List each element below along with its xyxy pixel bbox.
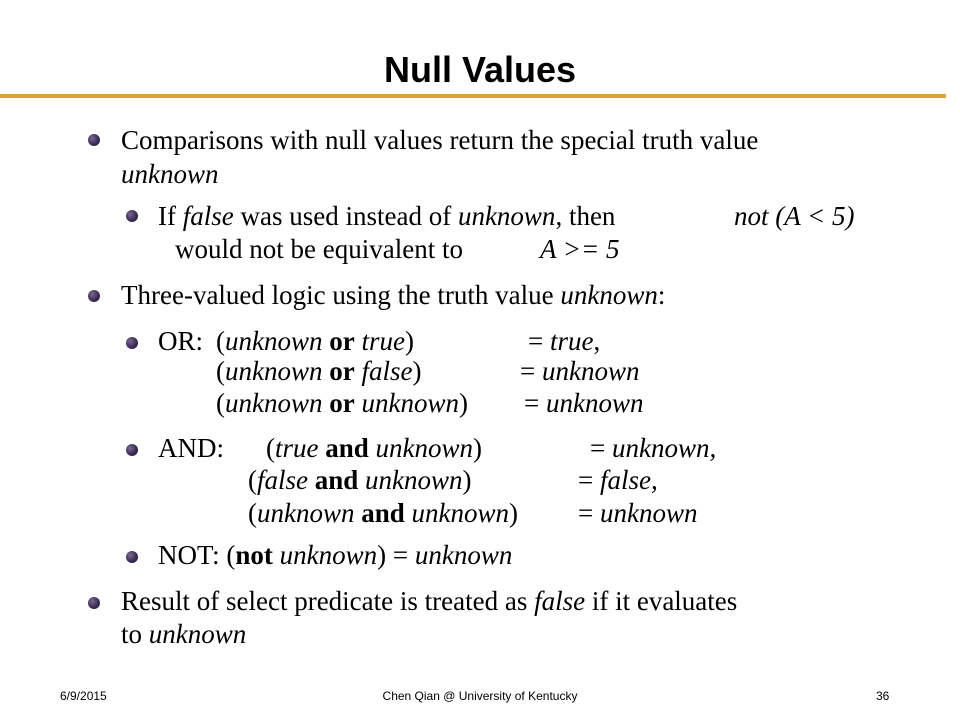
operand: true: [275, 433, 319, 463]
operator: or: [329, 326, 355, 356]
text: to: [121, 619, 149, 649]
unknown-term: unknown: [560, 280, 658, 310]
sub1-expr1: [734, 200, 854, 232]
paren: ): [462, 465, 472, 495]
result: unknown: [541, 356, 640, 386]
paren: ): [458, 388, 468, 418]
sub1-line2: would not be equivalent to: [175, 234, 463, 264]
or-row3-expr: [216, 387, 468, 419]
equals: =: [528, 326, 550, 356]
unknown-term: unknown: [457, 201, 556, 231]
paren: (: [248, 465, 257, 495]
equals: =: [578, 498, 600, 528]
paren: (: [216, 326, 225, 356]
result: true: [549, 326, 594, 356]
or-row1-expr: [216, 325, 414, 357]
equals: =: [578, 465, 600, 495]
and-row2-expr: [248, 464, 472, 496]
and-label: AND:: [158, 433, 224, 463]
operand: false: [361, 356, 413, 386]
result: unknown: [545, 388, 644, 418]
text: , then: [555, 201, 616, 231]
not-label: NOT:: [158, 540, 227, 570]
paren: (: [216, 388, 225, 418]
comma: ,: [709, 433, 717, 463]
bullet-dot: [126, 337, 138, 349]
operand: unknown: [225, 388, 323, 418]
operand: true: [361, 326, 405, 356]
expression: not (A < 5): [734, 201, 855, 231]
not-row: [158, 539, 512, 571]
equals: =: [590, 433, 612, 463]
equals: =: [524, 388, 546, 418]
or-row1-result: [528, 325, 600, 357]
text: :: [657, 280, 666, 310]
operand: unknown: [225, 326, 323, 356]
equals: =: [520, 356, 542, 386]
and-row1-result: [590, 432, 716, 464]
text: Result of select predicate is treated as: [121, 586, 535, 616]
paren: (: [226, 540, 236, 570]
or-row2-expr: [216, 355, 421, 387]
bullet-dot: [88, 290, 100, 302]
unknown-term: unknown: [148, 619, 247, 649]
operator: and: [314, 465, 359, 495]
or-row2-result: [520, 355, 639, 387]
and-row2-result: [578, 464, 658, 496]
paren: ): [377, 540, 387, 570]
footer-center: Chen Qian @ University of Kentucky: [382, 689, 578, 703]
and-row3-result: [578, 497, 697, 529]
result: false: [599, 465, 651, 495]
footer-date: 6/9/2015: [60, 689, 107, 703]
operator: or: [329, 356, 355, 386]
bullet-dot: [126, 210, 138, 222]
false-term: false: [534, 586, 586, 616]
result: unknown: [611, 433, 710, 463]
and-row1-expr: [266, 432, 482, 464]
bullet1-line1: Comparisons with null values return the special truth value: [121, 125, 759, 155]
expression: A >= 5: [540, 234, 620, 264]
bullet-dot: [88, 597, 100, 609]
title-divider: [0, 94, 946, 98]
or-row3-result: [524, 387, 643, 419]
operand: false: [257, 465, 308, 495]
text: if it evaluates: [585, 586, 738, 616]
or-label: OR:: [158, 326, 204, 356]
text: Three-valued logic using the truth value: [121, 280, 561, 310]
false-term: false: [182, 201, 234, 231]
unknown-term: unknown: [121, 159, 219, 189]
operand: unknown: [375, 433, 474, 463]
paren: ): [404, 326, 414, 356]
paren: (: [216, 356, 225, 386]
result: unknown: [414, 540, 513, 570]
operator: and: [325, 433, 369, 463]
comma: ,: [650, 465, 658, 495]
comma: ,: [593, 326, 601, 356]
text: If: [158, 201, 183, 231]
bullet3-line2: [121, 618, 246, 650]
bullet1-line2: [121, 158, 219, 190]
and-row3-expr: [248, 497, 518, 529]
paren: ): [412, 356, 422, 386]
operand: unknown: [411, 498, 510, 528]
result: unknown: [599, 498, 698, 528]
paren: (: [266, 433, 275, 463]
operator: not: [235, 540, 273, 570]
operator: and: [361, 498, 405, 528]
text: was used instead of: [233, 201, 458, 231]
bullet-dot: [126, 551, 138, 563]
paren: (: [248, 498, 257, 528]
sub1-expr2: [540, 233, 619, 265]
paren: ): [509, 498, 519, 528]
bullet-dot: [126, 444, 138, 456]
equals: =: [392, 540, 415, 570]
operand: unknown: [365, 465, 463, 495]
footer-page-number: 36: [876, 689, 890, 703]
bullet-dot: [88, 134, 100, 146]
bullet2-line1: [121, 279, 665, 311]
bullet3-line1: [121, 585, 737, 617]
operand: unknown: [257, 498, 355, 528]
operator: or: [329, 388, 355, 418]
sub1-line1: [158, 200, 615, 232]
operand: unknown: [225, 356, 323, 386]
paren: ): [473, 433, 483, 463]
operand: unknown: [361, 388, 459, 418]
slide-title: Null Values: [383, 49, 577, 90]
operand: unknown: [279, 540, 378, 570]
